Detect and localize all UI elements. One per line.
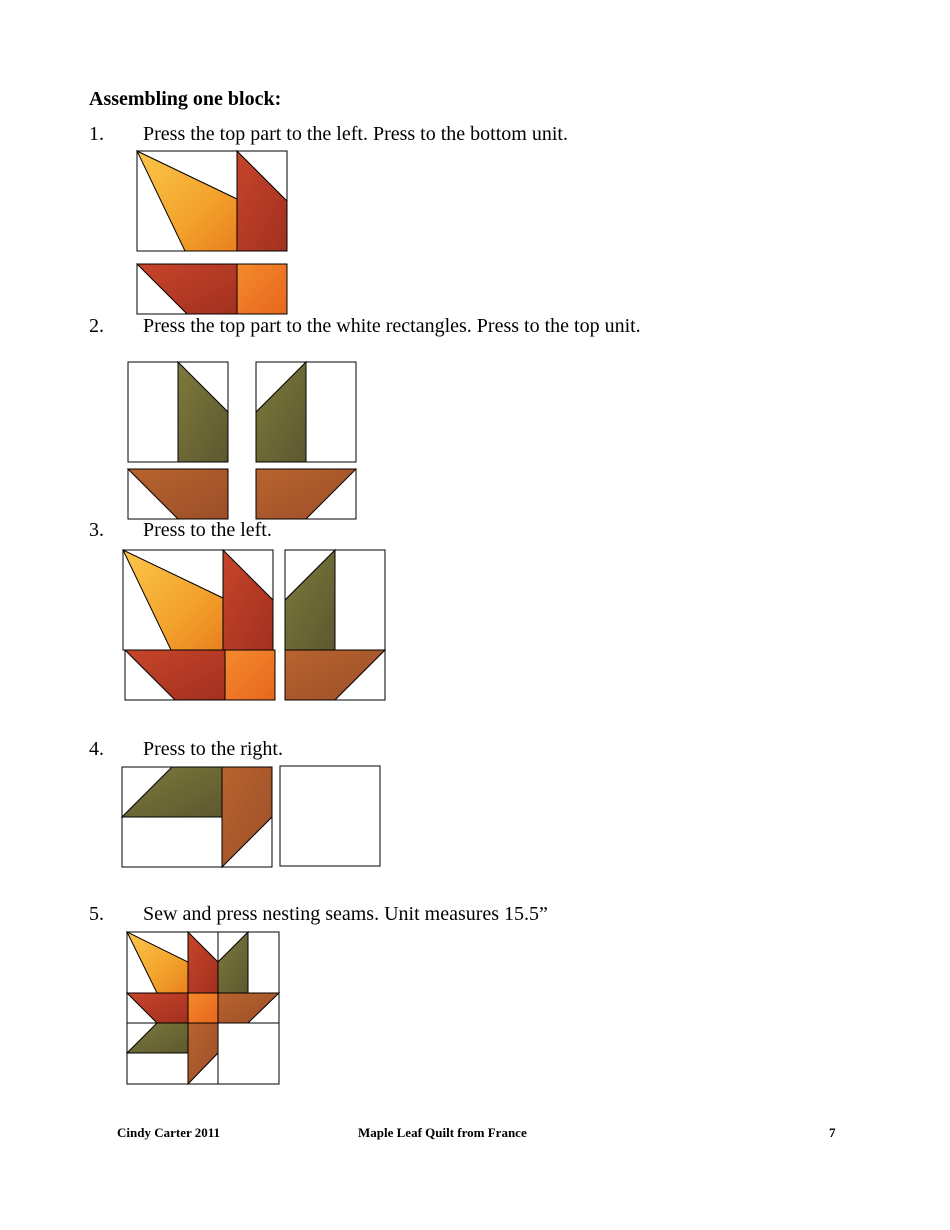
step-1-number: 1. <box>89 123 104 145</box>
step-5-diagram <box>127 932 283 1087</box>
step-1-text: Press the top part to the left. Press to the bottom unit. <box>143 123 568 145</box>
step-3-diagram <box>123 550 387 702</box>
step-4-diagram <box>122 767 384 869</box>
step-1-diagram <box>137 151 289 315</box>
step-2-diagram <box>128 362 358 520</box>
step-2-text: Press the top part to the white rectangles. Press to the top unit. <box>143 315 641 337</box>
footer-author: Cindy Carter 2011 <box>117 1125 221 1140</box>
step-2-number: 2. <box>89 315 104 337</box>
step-3-number: 3. <box>89 519 104 541</box>
footer-title: Maple Leaf Quilt from France <box>358 1125 527 1140</box>
step-5-number: 5. <box>89 903 104 925</box>
step-3-text: Press to the left. <box>143 519 272 541</box>
step-4-text: Press to the right. <box>143 738 283 760</box>
step-4-number: 4. <box>89 738 104 760</box>
section-heading: Assembling one block: <box>89 88 282 110</box>
step-5-text: Sew and press nesting seams. Unit measures 15.5” <box>143 903 548 925</box>
footer-page-number: 7 <box>829 1125 836 1140</box>
